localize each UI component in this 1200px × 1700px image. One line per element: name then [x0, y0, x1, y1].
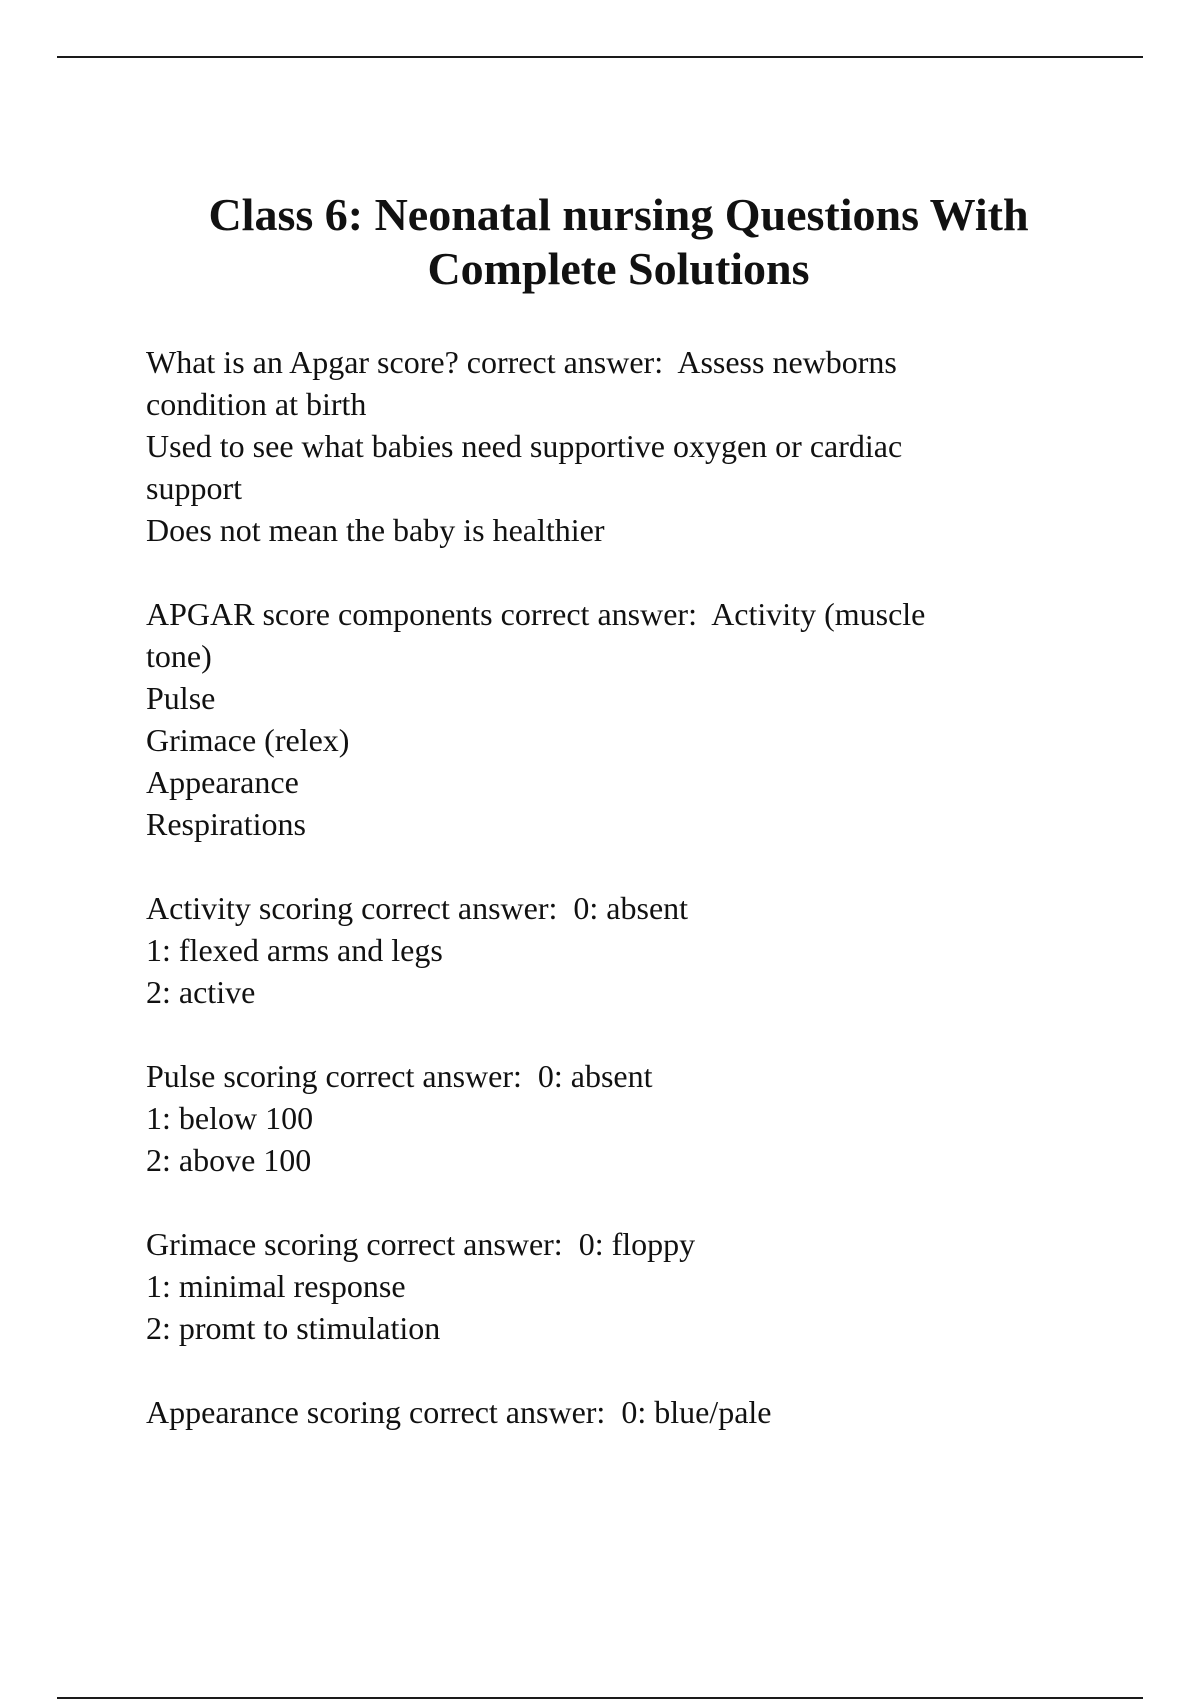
qa-item-appearance-scoring — [146, 1391, 1086, 1433]
qa-line: 2: promt to stimulation — [146, 1310, 441, 1346]
qa-line: Grimace scoring correct answer: 0: floppy — [146, 1226, 696, 1262]
qa-line: 1: flexed arms and legs — [146, 932, 443, 968]
qa-line: APGAR score components correct answer: Activity (muscle — [146, 596, 926, 632]
title-line-2: Complete Solutions — [427, 243, 810, 294]
qa-list — [146, 341, 1086, 1475]
qa-line: Does not mean the baby is healthier — [146, 512, 605, 548]
qa-item-pulse-scoring — [146, 1055, 1086, 1181]
qa-line: Grimace (relex) — [146, 722, 350, 758]
qa-line: condition at birth — [146, 386, 367, 422]
qa-line: 2: active — [146, 974, 256, 1010]
title-line-1: Class 6: Neonatal nursing Questions With — [208, 189, 1029, 240]
qa-line: Used to see what babies need supportive oxygen or cardiac — [146, 428, 903, 464]
header-rule — [57, 56, 1143, 58]
qa-item-grimace-scoring — [146, 1223, 1086, 1349]
qa-line: What is an Apgar score? correct answer: Assess newborns — [146, 344, 897, 380]
qa-item-apgar-definition — [146, 341, 1086, 551]
qa-line: support — [146, 470, 242, 506]
qa-line: 1: minimal response — [146, 1268, 406, 1304]
document-title — [120, 188, 1117, 296]
qa-line: Appearance — [146, 764, 299, 800]
qa-line: Appearance scoring correct answer: 0: blue/pale — [146, 1394, 772, 1430]
qa-line: tone) — [146, 638, 212, 674]
qa-line: Pulse — [146, 680, 216, 716]
footer-rule — [57, 1697, 1143, 1699]
qa-line: Pulse scoring correct answer: 0: absent — [146, 1058, 653, 1094]
qa-line: 1: below 100 — [146, 1100, 314, 1136]
qa-line: 2: above 100 — [146, 1142, 312, 1178]
qa-line: Activity scoring correct answer: 0: absent — [146, 890, 689, 926]
qa-line: Respirations — [146, 806, 306, 842]
qa-item-apgar-components — [146, 593, 1086, 845]
qa-item-activity-scoring — [146, 887, 1086, 1013]
